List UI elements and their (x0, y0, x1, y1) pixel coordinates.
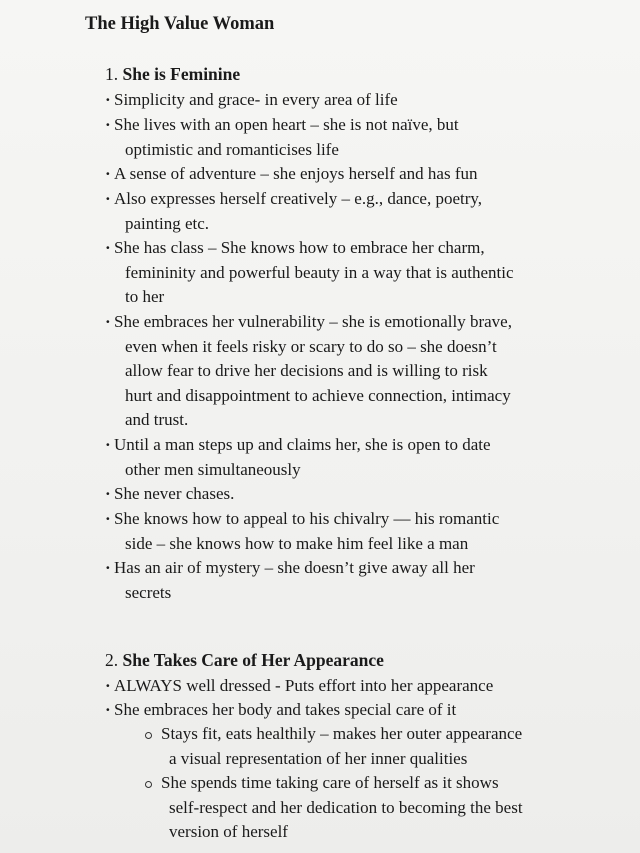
list-item (105, 482, 625, 507)
section-1-title: She is Feminine (122, 64, 241, 84)
bullet-dot: · (105, 238, 111, 257)
section-1-heading (105, 64, 240, 85)
bullet-dot: · (105, 189, 111, 208)
bullet-line: Has an air of mystery – she doesn’t give away all her (114, 558, 475, 577)
bullet-line: She lives with an open heart – she is not naïve, but (114, 115, 459, 134)
bullet-line: ALWAYS well dressed - Puts effort into her appearance (114, 676, 494, 695)
sub-list-item (145, 722, 625, 771)
bullet-dot: · (105, 484, 111, 503)
list-item (105, 88, 625, 113)
circle-bullet-icon (145, 781, 152, 788)
list-item (105, 187, 625, 236)
sub-bullet-line: She spends time taking care of herself as it shows (161, 773, 499, 792)
bullet-line: Until a man steps up and claims her, she is open to date (114, 435, 491, 454)
bullet-line: and trust. (125, 410, 189, 430)
bullet-line: A sense of adventure – she enjoys herself and has fun (114, 164, 478, 183)
bullet-line: allow fear to drive her decisions and is willing to risk (125, 361, 488, 381)
bullet-line: other men simultaneously (125, 459, 301, 479)
bullet-line: painting etc. (125, 213, 210, 233)
bullet-dot: · (105, 435, 111, 454)
bullet-line: even when it feels risky or scary to do so – she doesn’t (125, 336, 497, 356)
section-2-number: 2. (105, 650, 119, 670)
bullet-dot: · (105, 115, 111, 134)
sub-bullet-line: Stays fit, eats healthily – makes her outer appearance (161, 724, 523, 743)
list-item (105, 433, 625, 482)
bullet-dot: · (105, 90, 111, 109)
list-item (105, 310, 625, 433)
section-1-number: 1. (105, 64, 119, 84)
bullet-dot: · (105, 676, 111, 695)
sub-list-item (145, 771, 625, 845)
sub-bullet-line: version of herself (169, 822, 288, 842)
bullet-line: femininity and powerful beauty in a way that is authentic (125, 262, 514, 282)
bullet-line: secrets (125, 582, 172, 602)
bullet-line: Also expresses herself creatively – e.g., dance, poetry, (114, 189, 483, 208)
document-title: The High Value Woman (85, 14, 275, 34)
list-item (105, 556, 625, 605)
list-item (105, 236, 625, 310)
sub-bullet-line: a visual representation of her inner qualities (169, 748, 468, 768)
bullet-dot: · (105, 700, 111, 719)
section-2-heading (105, 650, 384, 671)
bullet-line: optimistic and romanticises life (125, 139, 339, 159)
list-item (105, 162, 625, 187)
bullet-line: She embraces her vulnerability – she is emotionally brave, (114, 312, 512, 331)
list-item (105, 698, 625, 723)
bullet-dot: · (105, 312, 111, 331)
bullet-line: Simplicity and grace- in every area of life (114, 90, 398, 109)
sub-bullet-line: self-respect and her dedication to becoming the best (169, 797, 523, 817)
section-2-title: She Takes Care of Her Appearance (122, 650, 384, 670)
list-item (105, 113, 625, 162)
list-item (105, 674, 625, 699)
bullet-dot: · (105, 558, 111, 577)
bullet-line: She has class – She knows how to embrace her charm, (114, 238, 485, 257)
bullet-line: She embraces her body and takes special care of it (114, 700, 457, 719)
bullet-line: to her (125, 287, 165, 307)
bullet-line: She never chases. (114, 484, 235, 503)
bullet-dot: · (105, 164, 111, 183)
bullet-line: She knows how to appeal to his chivalry — his romantic (114, 509, 500, 528)
bullet-dot: · (105, 509, 111, 528)
list-item (105, 507, 625, 556)
circle-bullet-icon (145, 732, 152, 739)
bullet-line: side – she knows how to make him feel like a man (125, 533, 469, 553)
bullet-line: hurt and disappointment to achieve connection, intimacy (125, 385, 511, 405)
